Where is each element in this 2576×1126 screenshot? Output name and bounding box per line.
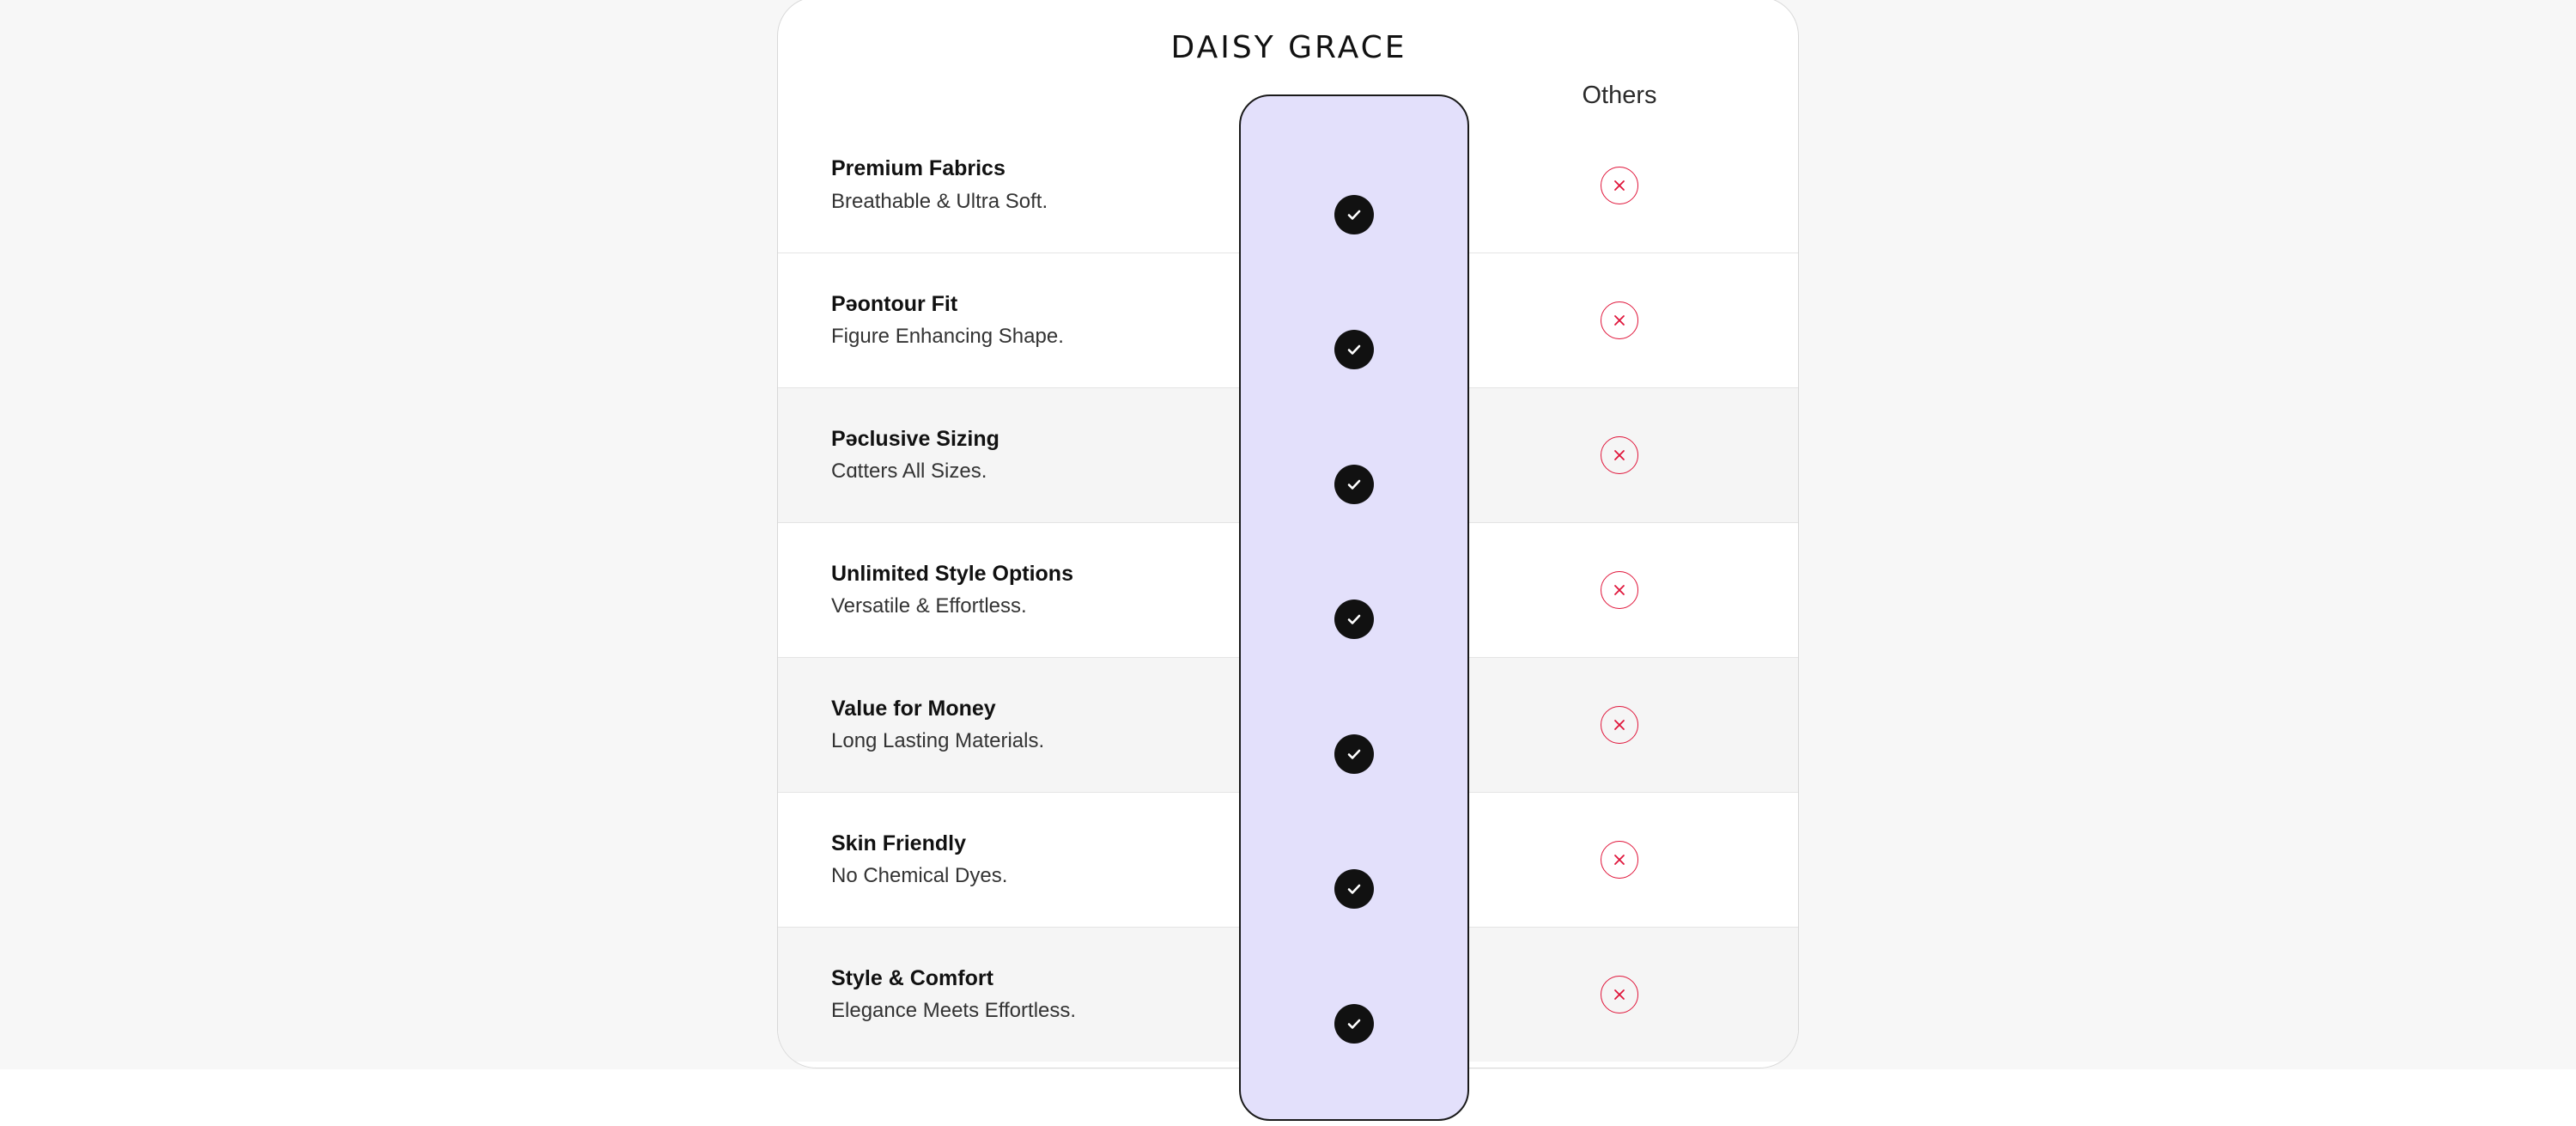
circle-x-icon — [1601, 706, 1638, 744]
circle-x-icon — [1601, 841, 1638, 879]
check-icon — [1334, 869, 1374, 909]
others-cell — [1439, 658, 1799, 792]
feature-title: Style & Comfort — [831, 965, 993, 990]
circle-x-icon — [1601, 436, 1638, 474]
feature-title: Unlimited Style Options — [831, 561, 1073, 586]
feature-subtitle: No Chemical Dyes. — [831, 864, 1008, 888]
feature-subtitle: Figure Enhancing Shape. — [831, 325, 1064, 349]
others-cell — [1439, 523, 1799, 657]
others-cell — [1439, 388, 1799, 522]
feature-title: Premium Fabrics — [831, 156, 1005, 181]
feature-title: Skin Friendly — [831, 831, 966, 855]
ours-check-list — [1241, 96, 1467, 1119]
circle-x-icon — [1601, 571, 1638, 609]
ours-highlight-column — [1239, 94, 1469, 1121]
feature-title: Pǝclusive Sizing — [831, 426, 999, 451]
column-header-others: Others — [1582, 82, 1657, 109]
circle-x-icon — [1601, 301, 1638, 339]
feature-title: Pǝontour Fit — [831, 291, 958, 316]
circle-x-icon — [1601, 976, 1638, 1013]
check-icon — [1334, 465, 1374, 504]
feature-subtitle: Long Lasting Materials. — [831, 729, 1045, 753]
check-icon — [1334, 1004, 1374, 1044]
others-cell — [1439, 928, 1799, 1062]
circle-x-icon — [1601, 167, 1638, 204]
check-icon — [1334, 734, 1374, 774]
feature-subtitle: Cɑtters All Sizes. — [831, 460, 987, 484]
feature-subtitle: Breathable & Ultra Soft. — [831, 189, 1048, 213]
feature-subtitle: Elegance Meets Effortless. — [831, 999, 1077, 1023]
feature-subtitle: Versatile & Effortless. — [831, 594, 1027, 618]
brand-title: DAISY GRACE — [1170, 30, 1407, 65]
others-cell — [1439, 253, 1799, 387]
others-cell — [1439, 793, 1799, 927]
others-cell — [1439, 118, 1799, 253]
feature-title: Value for Money — [831, 696, 996, 721]
check-icon — [1334, 600, 1374, 639]
check-icon — [1334, 195, 1374, 234]
check-icon — [1334, 330, 1374, 369]
